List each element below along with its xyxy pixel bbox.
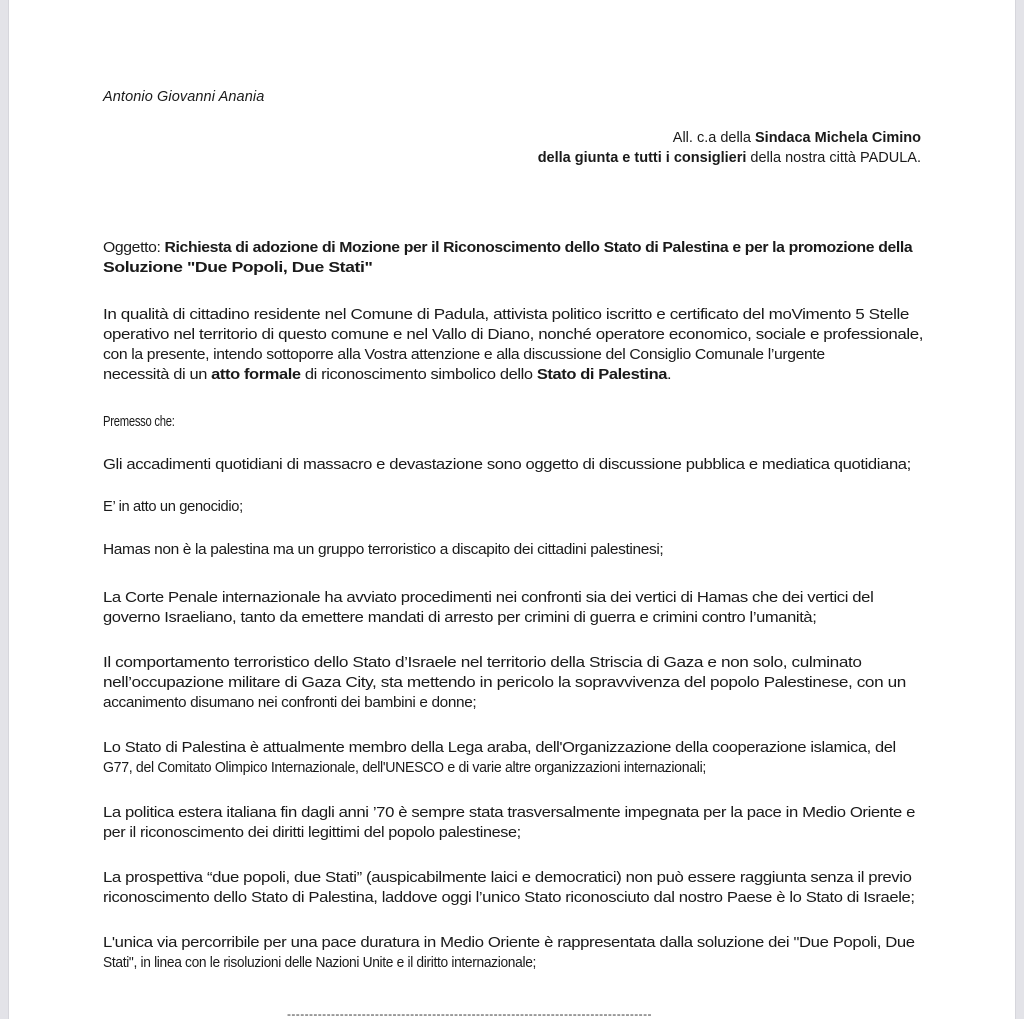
paragraph-3-line-1: Hamas non è la palestina ma un gruppo terroristico a discapito dei cittadini palestinesi; xyxy=(103,541,664,558)
recipient-prefix: All. c.a della xyxy=(672,130,755,146)
recipient-mayor: Sindaca Michela Cimino xyxy=(755,130,921,146)
intro-line-4 xyxy=(103,365,671,385)
intro-line-2: operativo nel territorio di questo comune e nel Vallo di Diano, nonché operatore economico, sociale e professionale, xyxy=(103,326,924,343)
subject-line-2 xyxy=(103,258,372,278)
author-name: Antonio Giovanni Anania xyxy=(103,89,265,105)
paragraph-4-line-1: La Corte Penale internazionale ha avviato procedimenti nei confronti sia dei vertici di Hamas che dei vertici del xyxy=(103,589,874,606)
page-edge-right xyxy=(1015,0,1024,1019)
intro-line-1: In qualità di cittadino residente nel Comune di Padula, attivista politico iscritto e certificato del moVimento 5 Stelle xyxy=(103,306,909,323)
paragraph-4-line-2: governo Israeliano, tanto da emettere mandati di arresto per crimini di guerra e crimini contro l’umanità; xyxy=(103,609,817,626)
recipient-council: della giunta e tutti i consiglieri xyxy=(537,150,747,166)
paragraph-7-line-1: La politica estera italiana fin dagli anni ’70 è sempre stata trasversalmente impegnata per la pace in Medio Oriente e xyxy=(103,804,915,821)
paragraph-5-line-3: accanimento disumano nei confronti dei bambini e donne; xyxy=(103,694,477,711)
paragraph-7-line-2: per il riconoscimento dei diritti legittimi del popolo palestinese; xyxy=(103,824,521,841)
intro-text: di riconoscimento simbolico dello xyxy=(300,366,537,383)
paragraph-8-line-1: La prospettiva “due popoli, due Stati” (auspicabilmente laici e democratici) non può essere raggiunta senza il previo xyxy=(103,869,912,886)
subject-text-1: Richiesta di adozione di Mozione per il Riconoscimento dello Stato di Palestina e per la promozione della xyxy=(164,239,913,256)
paragraph-8-line-2: riconoscimento dello Stato di Palestina, laddove oggi l’unico Stato riconosciuto dal nostro Paese è lo Stato di Israele; xyxy=(103,889,915,906)
subject-line-1 xyxy=(103,238,912,258)
paragraph-1-line-1: Gli accadimenti quotidiani di massacro e devastazione sono oggetto di discussione pubblica e mediatica quotidiana; xyxy=(103,456,911,473)
recipient-line-1 xyxy=(673,128,921,148)
subject-label: Oggetto: xyxy=(103,239,165,256)
intro-text: necessità di un xyxy=(103,366,212,383)
recipient-line-2 xyxy=(538,148,921,168)
recipient-city: della nostra città PADULA. xyxy=(746,150,921,166)
paragraph-9-line-2: Stati", in linea con le risoluzioni delle Nazioni Unite e il diritto internazionale; xyxy=(103,954,537,971)
paragraph-5-line-2: nell’occupazione militare di Gaza City, sta mettendo in pericolo la sopravvivenza del popolo Palestinese, con un xyxy=(103,674,906,691)
intro-text: . xyxy=(667,366,672,383)
page-edge-left xyxy=(0,0,9,1019)
subject-text-2: Soluzione "Due Popoli, Due Stati" xyxy=(103,259,373,276)
paragraph-5-line-1: Il comportamento terroristico dello Stato d’Israele nel territorio della Striscia di Gaza e non solo, culminato xyxy=(103,654,862,671)
paragraph-9-line-1: L'unica via percorribile per una pace duratura in Medio Oriente è rappresentata dalla soluzione dei "Due Popoli, Due xyxy=(103,934,915,951)
paragraph-6-line-2: G77, del Comitato Olimpico Internazionale, dell'UNESCO e di varie altre organizzazioni internazionali; xyxy=(103,759,706,776)
paragraph-2-line-1: E’ in atto un genocidio; xyxy=(103,498,243,515)
paragraph-6-line-1: Lo Stato di Palestina è attualmente membro della Lega araba, dell'Organizzazione della cooperazione islamica, del xyxy=(103,739,896,756)
separator-line: ----------------------------------------------------------------------------------- xyxy=(287,1007,652,1021)
premesso-heading: Premesso che: xyxy=(103,413,175,430)
document-page xyxy=(9,0,1015,1019)
intro-bold-atto-formale: atto formale xyxy=(211,366,301,383)
intro-line-3: con la presente, intendo sottoporre alla Vostra attenzione e alla discussione del Consiglio Comunale l’urgente xyxy=(103,346,825,363)
intro-bold-stato-palestina: Stato di Palestina xyxy=(536,366,668,383)
